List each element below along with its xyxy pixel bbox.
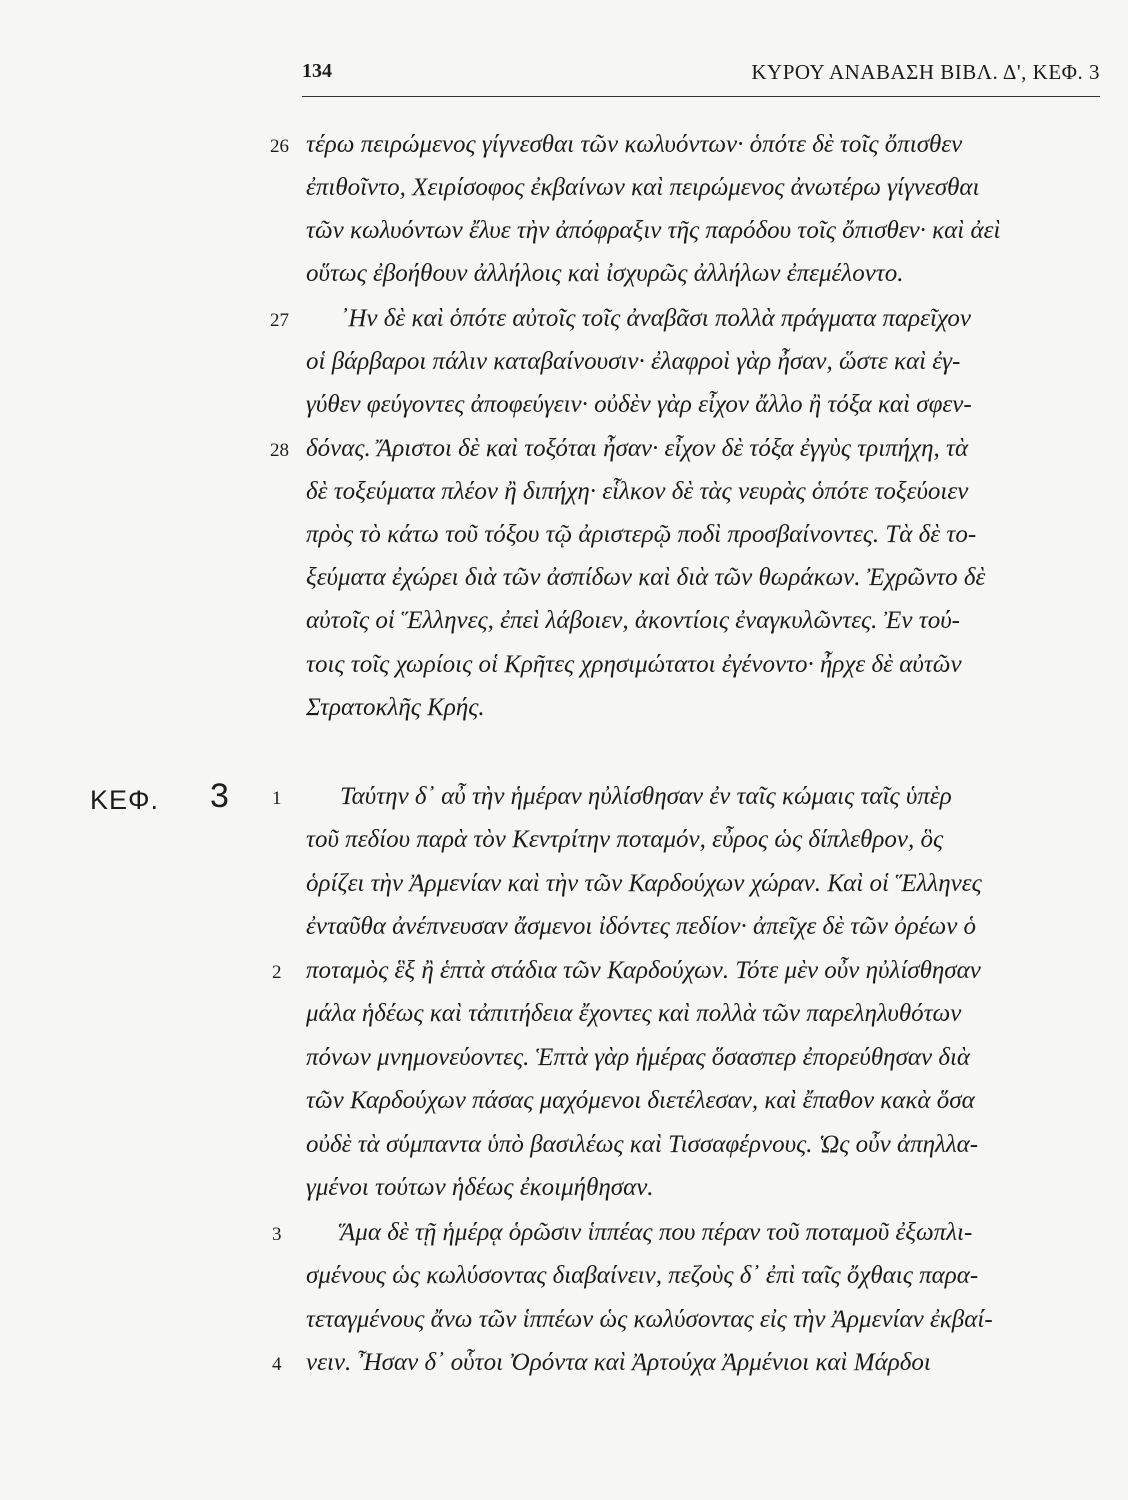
text-line: ξεύματα ἐχώρει διὰ τῶν ἀσπίδων καὶ διὰ τῶν θωράκων. Ἐχρῶντο δὲ bbox=[306, 564, 986, 591]
page-number: 134 bbox=[302, 60, 332, 82]
section-number: 4 bbox=[272, 1354, 282, 1375]
header-title: ΚΥΡΟΥ ΑΝΑΒΑΣΗ ΒΙΒΛ. Δ', ΚΕΦ. 3 bbox=[751, 60, 1100, 84]
section-number: 3 bbox=[272, 1224, 282, 1245]
text-line: αὐτοῖς οἱ Ἕλληνες, ἐπεὶ λάβοιεν, ἀκοντίοις ἐναγκυλῶντες. Ἐν τού- bbox=[306, 607, 960, 634]
text-line: τοῦ πεδίου παρὰ τὸν Κεντρίτην ποταμόν, εὖρος ὡς δίπλεθρον, ὃς bbox=[306, 826, 944, 853]
section-number: 1 bbox=[272, 788, 282, 809]
text-line: νειν. Ἦσαν δ᾿ οὗτοι Ὀρόντα καὶ Ἀρτούχα Ἀρμένιοι καὶ Μάρδοι bbox=[306, 1349, 931, 1376]
text-line: Ἅμα δὲ τῇ ἡμέρᾳ ὁρῶσιν ἱππέας που πέραν τοῦ ποταμοῦ ἐξωπλι- bbox=[340, 1219, 973, 1246]
header-rule bbox=[302, 96, 1100, 97]
text-line: τέρω πειρώμενος γίγνεσθαι τῶν κωλυόντων· ὁπότε δὲ τοῖς ὄπισθεν bbox=[306, 131, 963, 158]
text-line: οὐδὲ τὰ σύμπαντα ὑπὸ βασιλέως καὶ Τισσαφέρνους. Ὡς οὖν ἀπηλλα- bbox=[306, 1131, 979, 1158]
text-line: δὲ τοξεύματα πλέον ἢ διπήχη· εἷλκον δὲ τὰς νευρὰς ὁπότε τοξεύοιεν bbox=[306, 478, 969, 505]
text-line: σμένους ὡς κωλύσοντας διαβαίνειν, πεζοὺς δ᾿ ἐπὶ ταῖς ὄχθαις παρα- bbox=[306, 1262, 979, 1289]
section-number: 27 bbox=[270, 310, 289, 331]
text-line: ἐνταῦθα ἀνέπνευσαν ἄσμενοι ἰδόντες πεδίον· ἀπεῖχε δὲ τῶν ὀρέων ὁ bbox=[306, 913, 977, 940]
section-number: 26 bbox=[270, 136, 289, 157]
text-line: ὁρίζει τὴν Ἀρμενίαν καὶ τὴν τῶν Καρδούχων χώραν. Καὶ οἱ Ἕλληνες bbox=[306, 870, 982, 897]
text-line: τοις τοῖς χωρίοις οἱ Κρῆτες χρησιμώτατοι ἐγένοντο· ἦρχε δὲ αὐτῶν bbox=[306, 651, 962, 678]
text-line: ᾿Ην δὲ καὶ ὁπότε αὐτοῖς τοῖς ἀναβᾶσι πολλὰ πράγματα παρεῖχον bbox=[340, 305, 972, 332]
text-line: πόνων μνημονεύοντες. Ἑπτὰ γὰρ ἡμέρας ὅσασπερ ἐπορεύθησαν διὰ bbox=[306, 1044, 971, 1071]
text-line: τῶν Καρδούχων πάσας μαχόμενοι διετέλεσαν, καὶ ἔπαθον κακὰ ὅσα bbox=[306, 1087, 975, 1114]
text-line: μάλα ἡδέως καὶ τἀπιτήδεια ἔχοντες καὶ πολλὰ τῶν παρεληλυθότων bbox=[306, 1000, 962, 1027]
chapter-label: ΚΕΦ. bbox=[90, 785, 160, 815]
text-line: δόνας. Ἄριστοι δὲ καὶ τοξόται ἦσαν· εἶχον δὲ τόξα ἐγγὺς τριπήχη, τὰ bbox=[306, 435, 969, 462]
text-line: τεταγμένους ἄνω τῶν ἱππέων ὡς κωλύσοντας εἰς τὴν Ἀρμενίαν ἐκβαί- bbox=[306, 1306, 993, 1333]
bleed-through-marginalia bbox=[138, 230, 278, 300]
text-line: Ταύτην δ᾿ αὖ τὴν ἡμέραν ηὐλίσθησαν ἐν ταῖς κώμαις ταῖς ὑπὲρ bbox=[340, 783, 952, 810]
text-line: οὕτως ἐβοήθουν ἀλλήλοις καὶ ἰσχυρῶς ἀλλήλων ἐπεμέλοντο. bbox=[306, 260, 904, 287]
text-line: οἱ βάρβαροι πάλιν καταβαίνουσιν· ἐλαφροὶ γὰρ ἦσαν, ὥστε καὶ ἐγ- bbox=[306, 348, 961, 375]
text-line: Στρατοκλῆς Κρής. bbox=[306, 694, 485, 721]
chapter-number: 3 bbox=[210, 777, 229, 815]
running-head bbox=[302, 52, 1100, 92]
text-line: ποταμὸς ἓξ ἢ ἑπτὰ στάδια τῶν Καρδούχων. Τότε μὲν οὖν ηὐλίσθησαν bbox=[306, 957, 981, 984]
text-line: ἐπιθοῖντο, Χειρίσοφος ἐκβαίνων καὶ πειρώμενος ἀνωτέρω γίγνεσθαι bbox=[306, 174, 980, 201]
section-number: 2 bbox=[272, 962, 282, 983]
text-line: γύθεν φεύγοντες ἀποφεύγειν· οὐδὲν γὰρ εἶχον ἄλλο ἢ τόξα καὶ σφεν- bbox=[306, 391, 972, 418]
text-line: τῶν κωλυόντων ἔλυε τὴν ἀπόφραξιν τῆς παρόδου τοῖς ὄπισθεν· καὶ ἀεὶ bbox=[306, 217, 1001, 244]
text-line: πρὸς τὸ κάτω τοῦ τόξου τῷ ἀριστερῷ ποδὶ προσβαίνοντες. Τὰ δὲ το- bbox=[306, 521, 977, 548]
section-number: 28 bbox=[270, 440, 289, 461]
text-line: γμένοι τούτων ἡδέως ἐκοιμήθησαν. bbox=[306, 1174, 654, 1201]
